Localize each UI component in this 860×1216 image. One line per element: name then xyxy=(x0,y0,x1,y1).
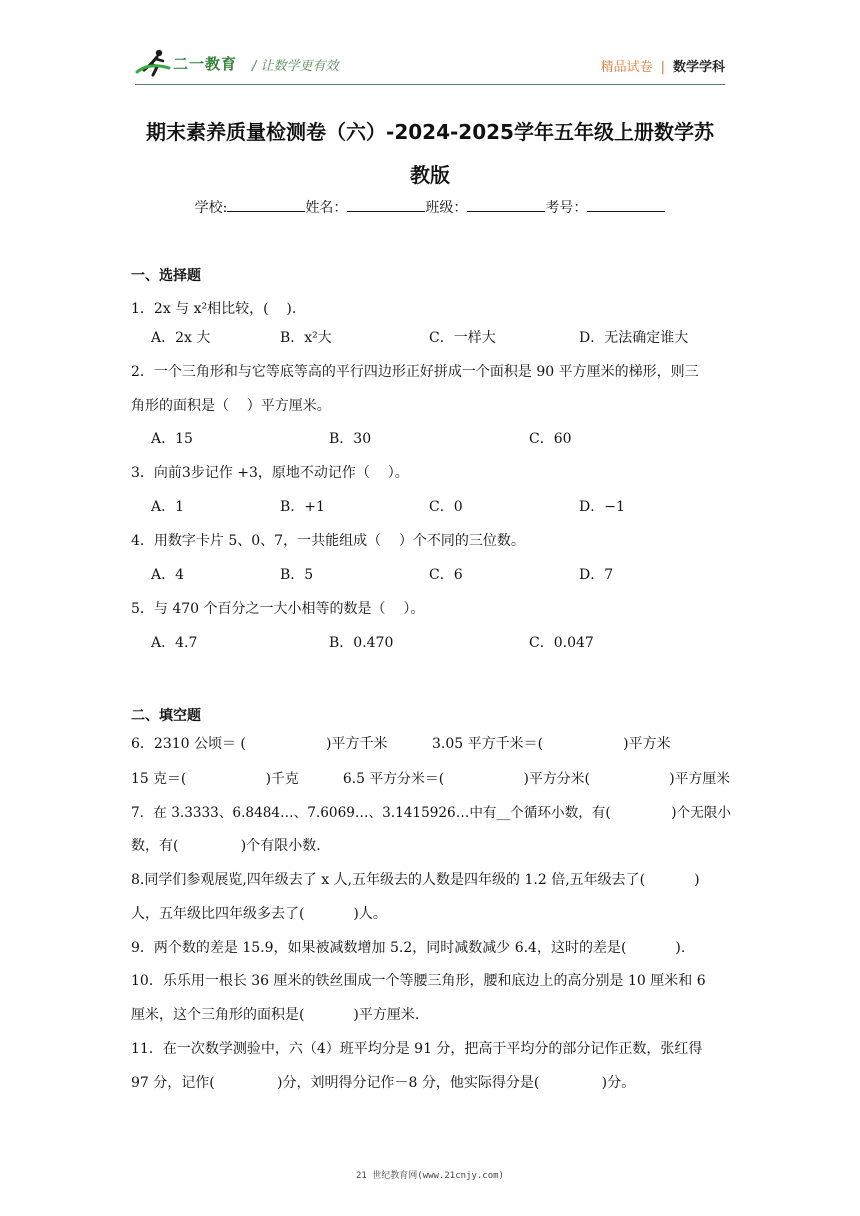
question-11-line1: 11．在一次数学测验中，六（4）班平均分是 91 分，把高于平均分的部分记作正数，张红得 xyxy=(131,1041,703,1057)
section-heading-choice: 一、选择题 xyxy=(131,268,201,284)
student-info-row xyxy=(0,197,860,217)
option-d: D．无法确定谁大 xyxy=(579,330,689,346)
number-label: 考号： xyxy=(545,200,588,216)
page-footer: 21 世纪教育网(www.21cnjy.com) xyxy=(356,1171,504,1181)
question-5: 5．与 470 个百分之一大小相等的数是（ ）。 xyxy=(131,601,425,617)
school-blank xyxy=(227,197,305,212)
subject-label: 数学学科 xyxy=(672,60,725,75)
header-separator: | xyxy=(660,60,665,75)
header-right xyxy=(601,56,725,75)
question-4: 4．用数字卡片 5、0、7，一共能组成（ ）个不同的三位数。 xyxy=(131,533,525,549)
question-7-line2: 数，有( )个有限小数. xyxy=(131,838,321,854)
school-label: 学校: xyxy=(194,200,228,216)
question-2-options xyxy=(151,428,731,448)
question-2-line1: 2．一个三角形和与它等底等高的平行四边形正好拼成一个面积是 90 平方厘米的梯形，则三 xyxy=(131,364,699,380)
logo-text: 二一教育 xyxy=(173,55,238,73)
option-a: A．4 xyxy=(151,567,185,583)
name-label: 姓名： xyxy=(305,200,348,216)
option-a: A．1 xyxy=(151,499,185,515)
running-man-icon xyxy=(135,48,171,78)
option-c: C．6 xyxy=(429,567,463,583)
slogan: / 让数学更有效 xyxy=(252,59,339,74)
class-blank xyxy=(467,197,545,212)
option-c: C．一样大 xyxy=(429,330,496,346)
class-label: 班级： xyxy=(425,200,468,216)
question-6-line1: 6．2310 公顷＝ ( )平方千米 3.05 平方千米＝( )平方米 xyxy=(131,736,671,752)
option-b: B．5 xyxy=(280,567,314,583)
question-11-line2: 97 分，记作( )分，刘明得分记作－8 分，他实际得分是( )分。 xyxy=(131,1075,636,1091)
option-a: A．4.7 xyxy=(151,635,198,651)
option-b: B．30 xyxy=(329,431,372,447)
question-8-line1: 8.同学们参观展览,四年级去了 x 人,五年级去的人数是四年级的 1.2 倍,五年级去了( ) xyxy=(131,872,700,888)
question-2-line2: 角形的面积是（ ）平方厘米。 xyxy=(131,398,331,414)
question-3: 3．向前3步记作 +3，原地不动记作（ ）。 xyxy=(131,465,409,481)
option-a: A．15 xyxy=(151,431,193,447)
question-10-line1: 10．乐乐用一根长 36 厘米的铁丝围成一个等腰三角形，腰和底边上的高分别是 10 厘米和 6 xyxy=(131,973,706,989)
section-heading-fill: 二、填空题 xyxy=(131,708,201,724)
page-header xyxy=(135,48,725,85)
logo xyxy=(135,48,245,78)
question-3-options xyxy=(151,496,731,516)
option-b: B．+1 xyxy=(280,499,325,515)
option-a: A．2x 大 xyxy=(151,330,211,346)
question-9: 9．两个数的差是 15.9，如果被减数增加 5.2，同时减数减少 6.4，这时的差是( ). xyxy=(131,940,686,956)
header-label: 精品试卷 xyxy=(600,60,653,75)
question-8-line2: 人，五年级比四年级多去了( )人。 xyxy=(131,906,387,922)
option-b: B．0.470 xyxy=(329,635,394,651)
question-4-options xyxy=(151,564,731,584)
option-c: C．0 xyxy=(429,499,463,515)
option-d: D．7 xyxy=(579,567,614,583)
name-blank xyxy=(347,197,425,212)
page-title-line1: 期末素养质量检测卷（六）-2024-2025学年五年级上册数学苏 xyxy=(146,120,714,144)
question-7-line1: 7．在 3.3333、6.8484…、7.6069…、3.1415926…中有__个循环小数，有( )个无限小 xyxy=(131,805,732,821)
page-title-line2: 教版 xyxy=(410,163,450,187)
option-d: D．−1 xyxy=(579,499,625,515)
question-1-options xyxy=(151,327,731,347)
question-6-line2: 15 克＝( )千克 6.5 平方分米＝( )平方分米( )平方厘米 xyxy=(131,771,731,787)
question-1: 1．2x 与 x²相比较，( ). xyxy=(131,301,297,317)
option-b: B．x²大 xyxy=(280,330,332,346)
number-blank xyxy=(587,197,665,212)
option-c: C．60 xyxy=(529,431,572,447)
question-5-options xyxy=(151,632,731,652)
question-10-line2: 厘米，这个三角形的面积是( )平方厘米. xyxy=(131,1007,420,1023)
option-c: C．0.047 xyxy=(529,635,594,651)
